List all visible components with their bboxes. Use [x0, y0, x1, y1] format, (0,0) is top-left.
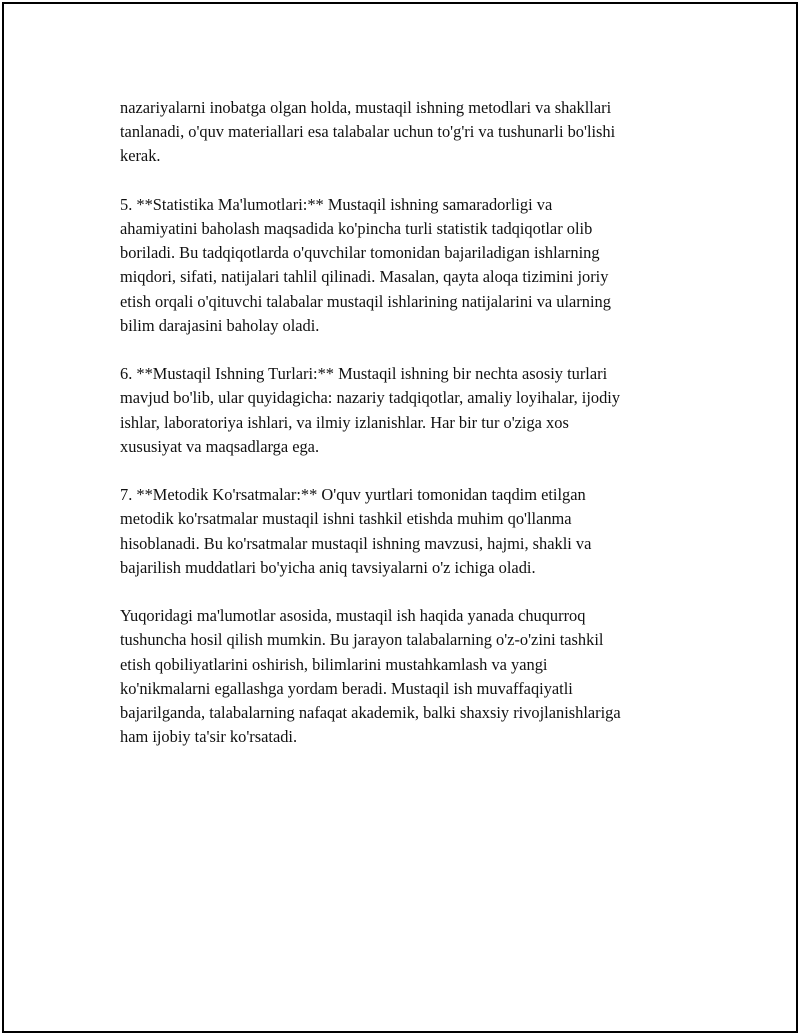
paragraph-intro-continuation: nazariyalarni inobatga olgan holda, mustaqil ishning metodlari va shakllari tanlanadi, o'quv materiallari esa talabalar uchun to'g'ri va tushunarli bo'lishi kerak.	[120, 98, 616, 166]
paragraph-statistics: 5. **Statistika Ma'lumotlari:** Mustaqil ishning samaradorligi va ahamiyatini baholash maqsadida ko'pincha turli statistik tadqiqotlar olib boriladi. Bu tadqiqotlarda o'quvchilar tomonidan bajariladigan ishlarning miqdori, sifati, natijalari tahlil qilinadi. Masalan, qayta aloqa tizimini joriy etish orqali o'qituvchi talabalar mustaqil ishlarining natijalarini va ularning bilim darajasini baholay oladi.	[120, 194, 611, 335]
document-body	[120, 96, 700, 774]
paragraph-work-types: 6. **Mustaqil Ishning Turlari:** Mustaqil ishning bir nechta asosiy turlari mavjud bo'lib, ular quyidagicha: nazariy tadqiqotlar, amaliy loyihalar, ijodiy ishlar, laboratoriya ishlari, va ilmiy izlanishlar. Har bir tur o'ziga xos xususiyat va maqsadlarga ega.	[120, 364, 621, 456]
paragraph-conclusion: Yuqoridagi ma'lumotlar asosida, mustaqil ish haqida yanada chuqurroq tushuncha hosil qilish mumkin. Bu jarayon talabalarning o'z-o'zini tashkil etish qobiliyatlarini oshirish, bilimlarini mustahkamlash va yangi ko'nikmalarni egallashga yordam beradi. Mustaqil ish muvaffaqiyatli bajarilganda, talabalarning nafaqat akademik, balki shaxsiy rivojlanishlariga ham ijobiy ta'sir ko'rsatadi.	[120, 606, 621, 747]
page-frame	[2, 2, 798, 1033]
paragraph-methodical-guidelines: 7. **Metodik Ko'rsatmalar:** O'quv yurtlari tomonidan taqdim etilgan metodik ko'rsatmalar mustaqil ishni tashkil etishda muhim qo'llanma hisoblanadi. Bu ko'rsatmalar mustaqil ishning mavzusi, hajmi, shakli va bajarilish muddatlari bo'yicha aniq tavsiyalarni o'z ichiga oladi.	[120, 485, 592, 577]
